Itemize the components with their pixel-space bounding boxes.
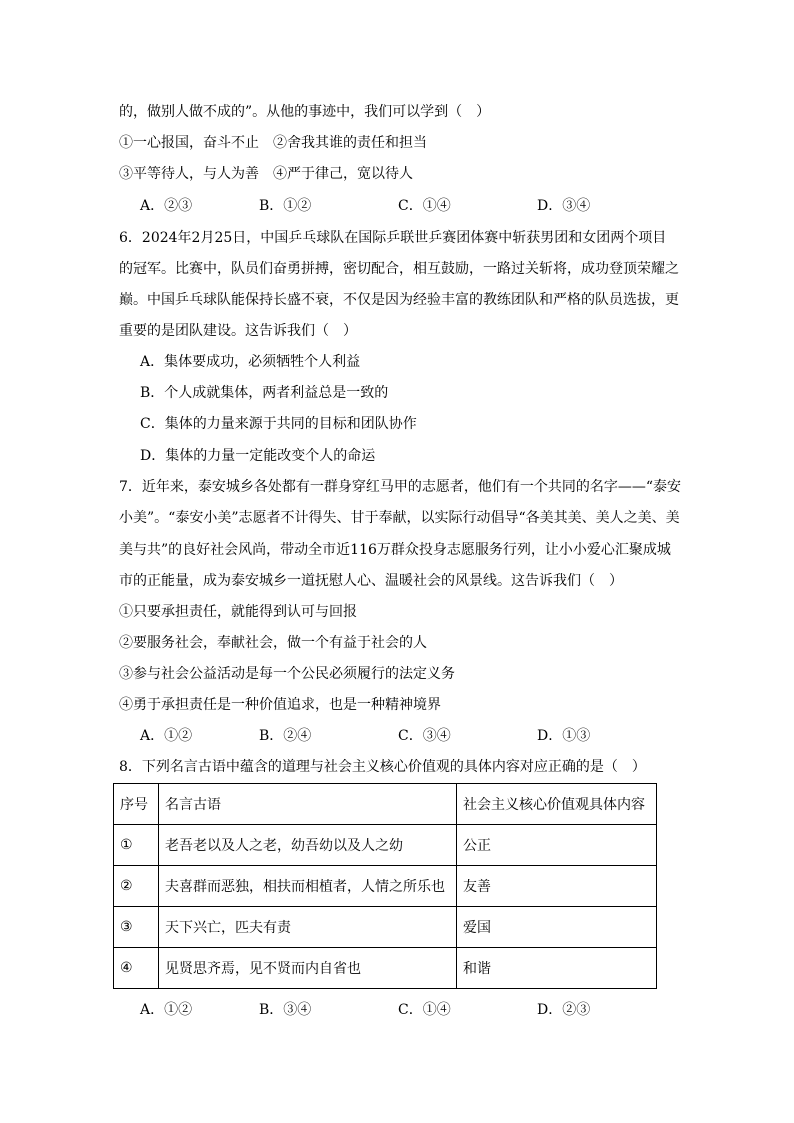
statement-line: ④勇于承担责任是一种价值追求，也是一种精神境界: [119, 697, 441, 713]
answer-options: [140, 1000, 680, 1020]
question-text-line: 巅。中国乒乓球队能保持长盛不衰，不仅是因为经验丰富的教练团队和严格的队员选拔，更: [119, 292, 679, 308]
option-d[interactable]: D．③④: [537, 198, 591, 214]
option-a[interactable]: A．②③: [140, 198, 193, 214]
option-c[interactable]: C．③④: [398, 728, 451, 744]
option-b[interactable]: B．①②: [259, 198, 312, 214]
table-cell: 天下兴亡，匹夫有责: [159, 907, 457, 948]
option-b[interactable]: B．②④: [259, 728, 312, 744]
option-b[interactable]: B．个人成就集体，两者利益总是一致的: [140, 385, 389, 401]
option-d[interactable]: D．①③: [537, 728, 591, 744]
option-c[interactable]: C．集体的力量来源于共同的目标和团队协作: [140, 416, 417, 432]
table-cell: 老吾老以及人之老，幼吾幼以及人之幼: [159, 825, 457, 866]
table-cell: 见贤思齐焉，见不贤而内自省也: [159, 948, 457, 989]
header-cell: 社会主义核心价值观具体内容: [457, 784, 657, 825]
table-cell: 爱国: [457, 907, 657, 948]
header-cell: 序号: [114, 784, 159, 825]
table-cell: 公正: [457, 825, 657, 866]
statement-line: ①只要承担责任，就能得到认可与回报: [119, 604, 357, 620]
question-text-line: 7．近年来，泰安城乡各处都有一群身穿红马甲的志愿者，他们有一个共同的名字——“泰安: [119, 479, 682, 495]
option-a[interactable]: A．①②: [140, 1002, 193, 1018]
option-c[interactable]: C．①④: [398, 1002, 451, 1018]
table-row: [114, 907, 657, 948]
option-a[interactable]: A．集体要成功，必须牺牲个人利益: [140, 354, 361, 370]
question-text-line: 8．下列名言古语中蕴含的道理与社会主义核心价值观的具体内容对应正确的是（ ）: [119, 759, 646, 775]
question-text-line: 小美”。“泰安小美”志愿者不计得失、甘于奉献，以实际行动倡导“各美其美、美人之美、美: [119, 510, 680, 526]
question-text-line: 的冠军。比赛中，队员们奋勇拼搏，密切配合，相互鼓励，一路过关斩将，成功登顶荣耀之: [119, 261, 679, 277]
answer-options: [140, 196, 680, 216]
statement-line: ③参与社会公益活动是每一个公民必须履行的法定义务: [119, 666, 455, 682]
table-cell: ④: [114, 948, 159, 989]
statement-line: ③平等待人，与人为善 ④严于律己，宽以待人: [119, 166, 413, 182]
option-b[interactable]: B．③④: [259, 1002, 312, 1018]
answer-options: [140, 726, 680, 746]
table-cell: ②: [114, 866, 159, 907]
table-cell: 夫喜群而恶独，相扶而相植者，人情之所乐也: [159, 866, 457, 907]
table-cell: 和谐: [457, 948, 657, 989]
question-text-line: 6．2024年2月25日，中国乒乓球队在国际乒联世乒赛团体赛中斩获男团和女团两个项目: [119, 230, 667, 246]
table-header-row: [114, 784, 657, 825]
table-cell: ①: [114, 825, 159, 866]
statement-line: ①一心报国，奋斗不止 ②舍我其谁的责任和担当: [119, 135, 427, 151]
option-c[interactable]: C．①④: [398, 198, 451, 214]
question-text-line: 市的正能量，成为泰安城乡一道抚慰人心、温暖社会的风景线。这告诉我们（ ）: [119, 573, 623, 589]
question-text-line: 的，做别人做不成的”。从他的事迹中，我们可以学到（ ）: [119, 104, 491, 120]
question-text-line: 重要的是团队建设。这告诉我们（ ）: [119, 323, 357, 339]
table-row: [114, 866, 657, 907]
question-text-line: 美与共”的良好社会风尚，带动全市近116万群众投身志愿服务行列，让小小爱心汇聚成城: [119, 542, 671, 558]
table-row: [114, 825, 657, 866]
table-cell: ③: [114, 907, 159, 948]
statement-line: ②要服务社会，奉献社会，做一个有益于社会的人: [119, 635, 427, 651]
option-a[interactable]: A．①②: [140, 728, 193, 744]
option-d[interactable]: D．集体的力量一定能改变个人的命运: [140, 448, 376, 464]
table-cell: 友善: [457, 866, 657, 907]
header-cell: 名言古语: [159, 784, 457, 825]
option-d[interactable]: D．②③: [537, 1002, 591, 1018]
table-row: [114, 948, 657, 989]
value-table: [113, 783, 657, 989]
